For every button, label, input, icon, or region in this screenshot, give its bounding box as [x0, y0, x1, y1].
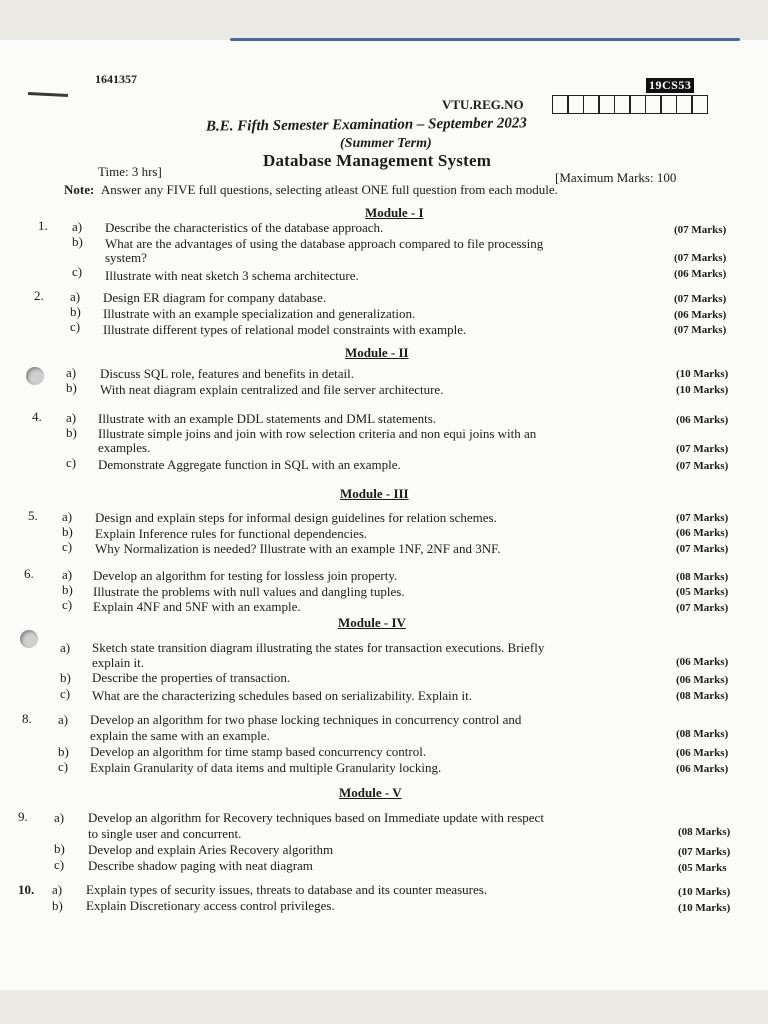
- marks: (07 Marks): [676, 443, 729, 455]
- reg-digit-box: [660, 95, 677, 114]
- question-text: Illustrate with an example specialization and generalization.: [103, 306, 416, 321]
- exam-duration: Time: 3 hrs]: [98, 164, 162, 179]
- marks: (07 Marks): [674, 224, 727, 236]
- question-text: Sketch state transition diagram illustrating the states for transaction executions. Briefly: [92, 640, 545, 655]
- question-number: 4.: [32, 409, 42, 424]
- marks: (08 Marks): [676, 571, 729, 583]
- marks: (06 Marks): [676, 763, 729, 775]
- part-label: b): [54, 841, 65, 856]
- part-label: b): [66, 425, 77, 440]
- marks: (10 Marks): [676, 384, 729, 396]
- pen-mark: [28, 92, 68, 97]
- part-label: b): [70, 304, 81, 319]
- question-text: Demonstrate Aggregate function in SQL with an example.: [98, 457, 401, 472]
- marks: (06 Marks): [676, 656, 729, 668]
- part-label: c): [58, 759, 69, 774]
- question-number: 6.: [24, 566, 34, 581]
- note-label: Note:: [64, 182, 95, 197]
- question-number: 1.: [38, 218, 48, 233]
- marks: (08 Marks): [676, 728, 729, 740]
- marks: (10 Marks): [678, 902, 731, 914]
- marks: (07 Marks): [674, 293, 727, 305]
- part-label: a): [62, 509, 73, 524]
- marks: (06 Marks): [676, 527, 729, 539]
- marks: (05 Marks): [676, 586, 729, 598]
- marks: (07 Marks): [674, 324, 727, 336]
- question-number: 9.: [18, 809, 28, 824]
- part-label: a): [54, 810, 65, 825]
- marks: (07 Marks): [676, 460, 729, 472]
- maximum-marks: [Maximum Marks: 100: [555, 170, 677, 185]
- part-label: a): [72, 219, 83, 234]
- marks: (07 Marks): [676, 602, 729, 614]
- subject-title: Database Management System: [263, 151, 492, 170]
- part-label: b): [66, 380, 77, 395]
- question-text: Illustrate simple joins and join with row selection criteria and non equi joins with an: [98, 426, 537, 441]
- part-label: b): [58, 744, 69, 759]
- question-text-continued: to single user and concurrent.: [88, 826, 242, 841]
- question-text: Develop an algorithm for two phase locking techniques in concurrency control and: [90, 712, 522, 727]
- question-text: Illustrate different types of relational model constraints with example.: [103, 322, 467, 337]
- reg-number-boxes: [553, 95, 708, 114]
- subject-code: 19CS53: [646, 78, 694, 93]
- module-heading: Module - IV: [338, 615, 406, 630]
- question-text: With neat diagram explain centralized and file server architecture.: [100, 382, 444, 397]
- question-text: Describe the characteristics of the database approach.: [105, 220, 384, 235]
- part-label: a): [58, 712, 69, 727]
- marks: (06 Marks): [674, 268, 727, 280]
- module-heading: Module - V: [339, 785, 402, 800]
- question-text-continued: explain it.: [92, 655, 144, 670]
- scan-bottom-border: [0, 990, 768, 1024]
- marks: (06 Marks): [676, 414, 729, 426]
- marks: (08 Marks): [678, 826, 731, 838]
- reg-digit-box: [645, 95, 662, 114]
- marks: (07 Marks): [676, 543, 729, 555]
- module-heading: Module - I: [365, 205, 424, 220]
- part-label: c): [60, 686, 71, 701]
- module-heading: Module - III: [340, 486, 409, 501]
- reg-digit-box: [567, 95, 584, 114]
- part-label: c): [62, 597, 73, 612]
- question-text: Explain Granularity of data items and multiple Granularity locking.: [90, 760, 442, 775]
- reg-digit-box: [691, 95, 708, 114]
- part-label: a): [60, 640, 71, 655]
- marks: (10 Marks): [676, 368, 729, 380]
- question-text: Describe shadow paging with neat diagram: [88, 858, 313, 873]
- question-text: Develop an algorithm for testing for lossless join property.: [93, 568, 398, 583]
- question-text: Design ER diagram for company database.: [103, 290, 327, 305]
- question-text-continued: examples.: [98, 440, 151, 455]
- instructions: [64, 182, 558, 198]
- question-text: What are the advantages of using the database approach compared to file processing: [105, 236, 544, 251]
- question-number: 10.: [18, 882, 35, 897]
- part-label: a): [66, 365, 77, 380]
- marks: (06 Marks): [676, 674, 729, 686]
- question-text: Why Normalization is needed? Illustrate with an example 1NF, 2NF and 3NF.: [95, 541, 501, 556]
- part-label: c): [72, 264, 83, 279]
- marks: (07 Marks): [676, 512, 729, 524]
- exam-title: B.E. Fifth Semester Examination – September 2023: [205, 115, 527, 135]
- question-text: Illustrate with neat sketch 3 schema architecture.: [105, 268, 359, 283]
- question-text-continued: explain the same with an example.: [90, 728, 270, 743]
- question-number: 8.: [22, 711, 32, 726]
- marks: (07 Marks): [674, 252, 727, 264]
- marks: (10 Marks): [678, 886, 731, 898]
- part-label: a): [62, 567, 73, 582]
- exam-term: (Summer Term): [340, 136, 432, 151]
- paper-code: 1641357: [95, 72, 137, 86]
- reg-digit-box: [583, 95, 600, 114]
- punch-hole-icon: [26, 367, 44, 385]
- reg-digit-box: [629, 95, 646, 114]
- binding-edge: [230, 38, 740, 41]
- question-text: Explain Inference rules for functional dependencies.: [95, 526, 368, 541]
- punch-hole-icon: [20, 630, 38, 648]
- question-text: Develop an algorithm for Recovery techniques based on Immediate update with respect: [88, 810, 544, 825]
- note-text: Answer any FIVE full questions, selecting atleast ONE full question from each module.: [100, 182, 558, 197]
- part-label: b): [72, 234, 83, 249]
- question-text: Explain types of security issues, threats to database and its counter measures.: [86, 882, 488, 897]
- reg-digit-box: [598, 95, 615, 114]
- reg-number-label: VTU.REG.NO: [442, 97, 524, 112]
- part-label: b): [62, 524, 73, 539]
- reg-digit-box: [552, 95, 569, 114]
- question-text: Describe the properties of transaction.: [92, 670, 291, 685]
- question-text: Illustrate the problems with null values and dangling tuples.: [93, 584, 405, 599]
- part-label: b): [60, 670, 71, 685]
- question-text: Explain Discretionary access control privileges.: [86, 898, 335, 913]
- marks: (05 Marks: [678, 862, 727, 874]
- part-label: c): [70, 319, 81, 334]
- question-text: What are the characterizing schedules based on serializability. Explain it.: [92, 688, 472, 703]
- part-label: c): [54, 857, 65, 872]
- part-label: c): [66, 455, 77, 470]
- module-heading: Module - II: [345, 345, 409, 360]
- marks: (06 Marks): [676, 747, 729, 759]
- reg-digit-box: [676, 95, 693, 114]
- part-label: c): [62, 539, 73, 554]
- question-text: Discuss SQL role, features and benefits in detail.: [100, 366, 355, 381]
- part-label: a): [66, 410, 77, 425]
- marks: (07 Marks): [678, 846, 731, 858]
- marks: (06 Marks): [674, 309, 727, 321]
- part-label: a): [70, 289, 81, 304]
- part-label: a): [52, 882, 63, 897]
- question-text: Develop an algorithm for time stamp based concurrency control.: [90, 744, 427, 759]
- question-text: Explain 4NF and 5NF with an example.: [93, 599, 301, 614]
- question-text-continued: system?: [105, 250, 147, 265]
- question-number: 5.: [28, 508, 38, 523]
- part-label: b): [52, 898, 63, 913]
- scan-top-border: [0, 0, 768, 40]
- question-number: 2.: [34, 288, 44, 303]
- part-label: b): [62, 582, 73, 597]
- question-text: Illustrate with an example DDL statements and DML statements.: [98, 411, 437, 426]
- marks: (08 Marks): [676, 690, 729, 702]
- reg-digit-box: [614, 95, 631, 114]
- question-text: Design and explain steps for informal design guidelines for relation schemes.: [95, 510, 497, 525]
- question-text: Develop and explain Aries Recovery algorithm: [88, 842, 334, 857]
